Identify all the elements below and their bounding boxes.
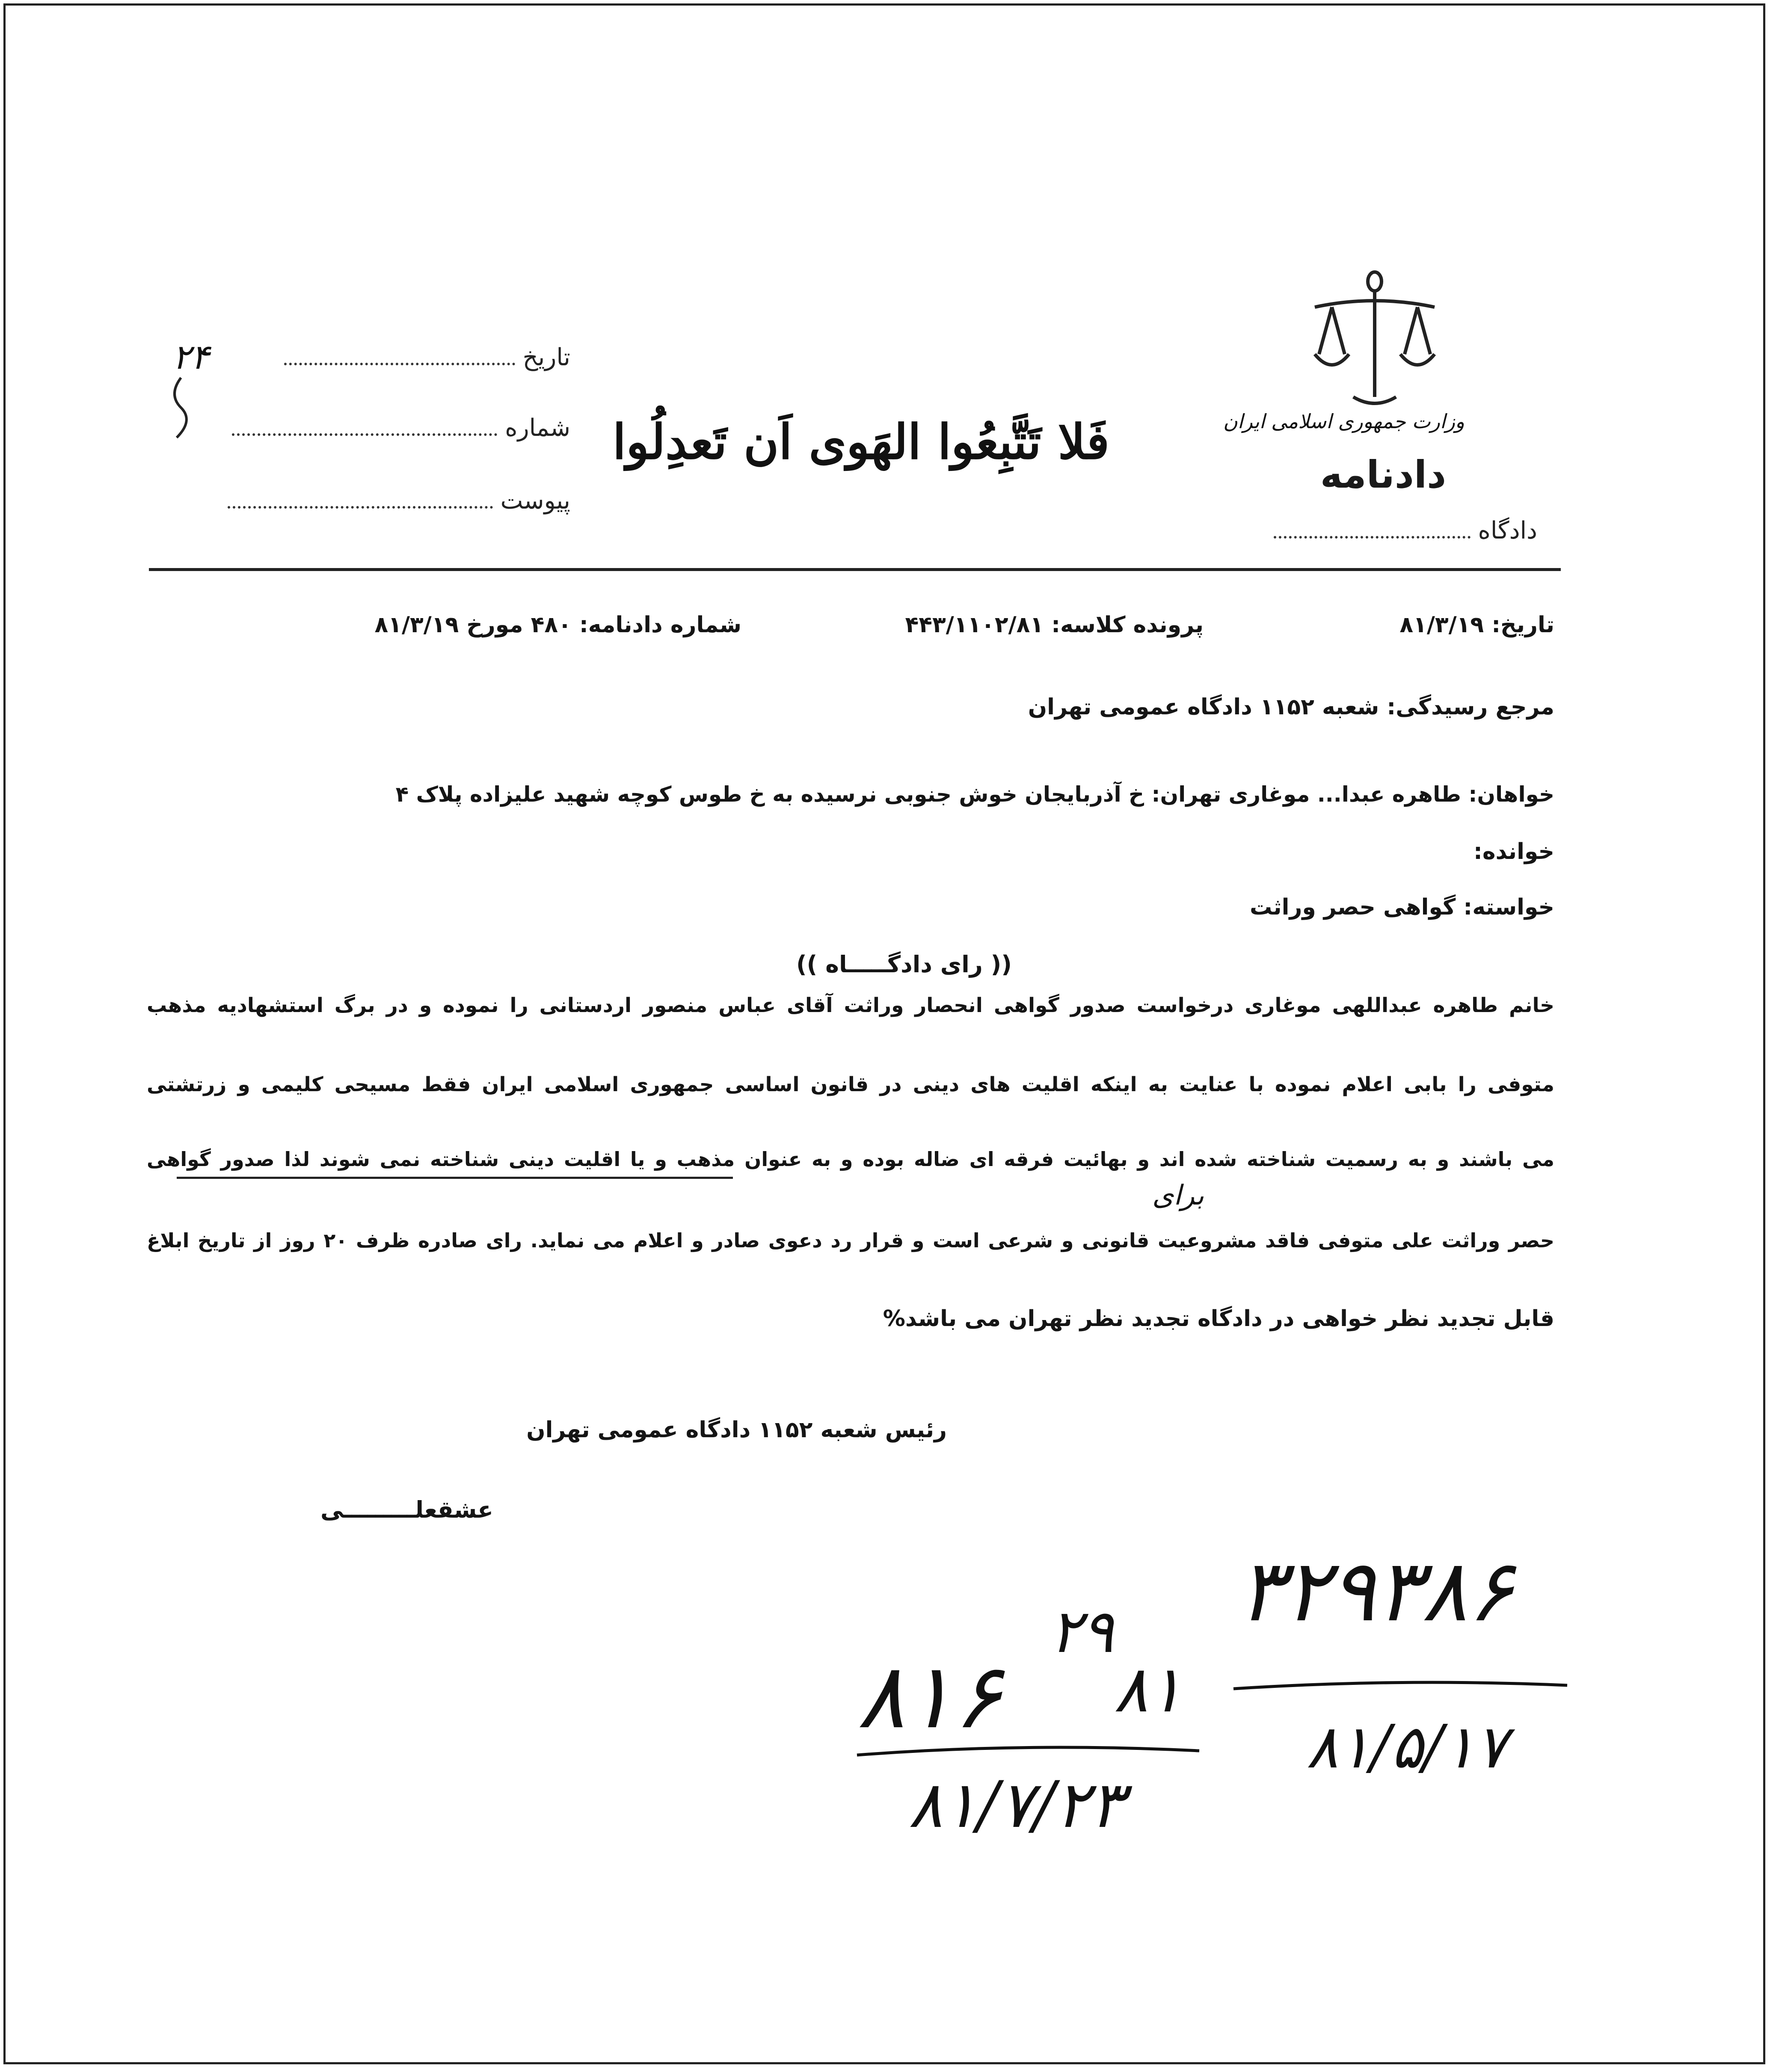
verdict-line: قابل تجدید نظر خواهی در دادگاه تجدید نظر تهران می باشد% — [883, 1306, 1554, 1332]
handwritten-corner-mark: ۲۴ — [172, 337, 209, 377]
handwritten-right-number: ۳۲۹۳۸۶ — [1238, 1541, 1514, 1641]
emblem-prefix: وزارت — [1412, 410, 1465, 433]
reference-line: مرجع رسیدگی: شعبه ۱۱۵۲ دادگاه عمومی تهران — [1028, 694, 1554, 720]
motto: فَلا تَتَّبِعُوا الهَوی اَن تَعدِلُوا — [613, 414, 1109, 470]
subject-line: خواسته: گواهی حصر وراثت — [1250, 894, 1554, 920]
emblem-caption: وزارت جمهوری اسلامی ایران — [1223, 410, 1465, 433]
meta-case-class: پرونده کلاسه: ۴۴۳/۱۱۰۲/۸۱ — [905, 612, 1204, 638]
handwritten-underline — [1229, 1676, 1571, 1693]
petitioner-line: خواهان: طاهره عبدا... موغاری تهران: خ آذربایجان خوش جنوبی نرسیده به خ طوس کوچه شهید علیزاده پلاک ۴ — [395, 782, 1554, 807]
meta-verdict-number: شماره دادنامه: ۴۸۰ مورخ ۸۱/۳/۱۹ — [374, 612, 741, 638]
verdict-line: متوفی را بابی اعلام نموده با عنایت به اینکه اقلیت های دینی در قانون اساسی جمهوری اسلامی ایران فقط مسیحی کلیمی و زرتشتی — [147, 1073, 1554, 1096]
number-field: شماره — [202, 414, 570, 442]
underline-mark — [177, 1177, 733, 1179]
handwritten-left-date: ۸۱/۷/۲۳ — [908, 1768, 1124, 1842]
signature-name: عشقعلـــــــــی — [320, 1496, 493, 1523]
handwritten-left-top: ۲۹ — [1050, 1597, 1114, 1666]
handwritten-insert: برای — [1152, 1180, 1204, 1211]
verdict-line: می باشند و به رسمیت شناخته شده اند و بهائیت فرقه ای ضاله بوده و به عنوان مذهب و یا اقلیت دینی شناخته نمی شوند لذا صدور گواهی — [147, 1148, 1554, 1171]
handwritten-underline — [853, 1742, 1204, 1759]
handwritten-left-number: ۸۱۶ — [857, 1644, 1002, 1749]
court-label: دادگاه — [1259, 517, 1537, 545]
verdict-line: حصر وراثت علی متوفی فاقد مشروعیت قانونی و شرعی است و قرار رد دعوی صادر و اعلام می نماید. رای صادره ظرف ۲۰ روز از تاریخ ابلاغ — [147, 1229, 1554, 1252]
handwritten-left-sub: ۸۱ — [1114, 1652, 1183, 1727]
header-divider — [149, 568, 1561, 571]
handwritten-right-date: ۸۱/۵/۱۷ — [1306, 1712, 1508, 1782]
verdict-line: خانم طاهره عبداللهی موغاری درخواست صدور گواهی انحصار وراثت آقای عباس منصور اردستانی را نموده و در برگ استشهادیه مذهب — [147, 994, 1554, 1017]
attachment-field: پیوست — [202, 487, 570, 515]
document-page — [3, 3, 1765, 2064]
signature-title: رئیس شعبه ۱۱۵۲ دادگاه عمومی تهران — [526, 1417, 947, 1443]
meta-date: تاریخ: ۸۱/۳/۱۹ — [1399, 612, 1554, 638]
date-field: تاریخ — [202, 343, 570, 371]
respondent-line: خوانده: — [1474, 839, 1554, 864]
verdict-heading: (( رای دادگـــــاه )) — [796, 951, 1012, 978]
doc-type-title: دادنامه — [1320, 453, 1447, 497]
handwritten-scribble — [164, 373, 198, 442]
scales-of-justice-icon — [1306, 269, 1443, 418]
